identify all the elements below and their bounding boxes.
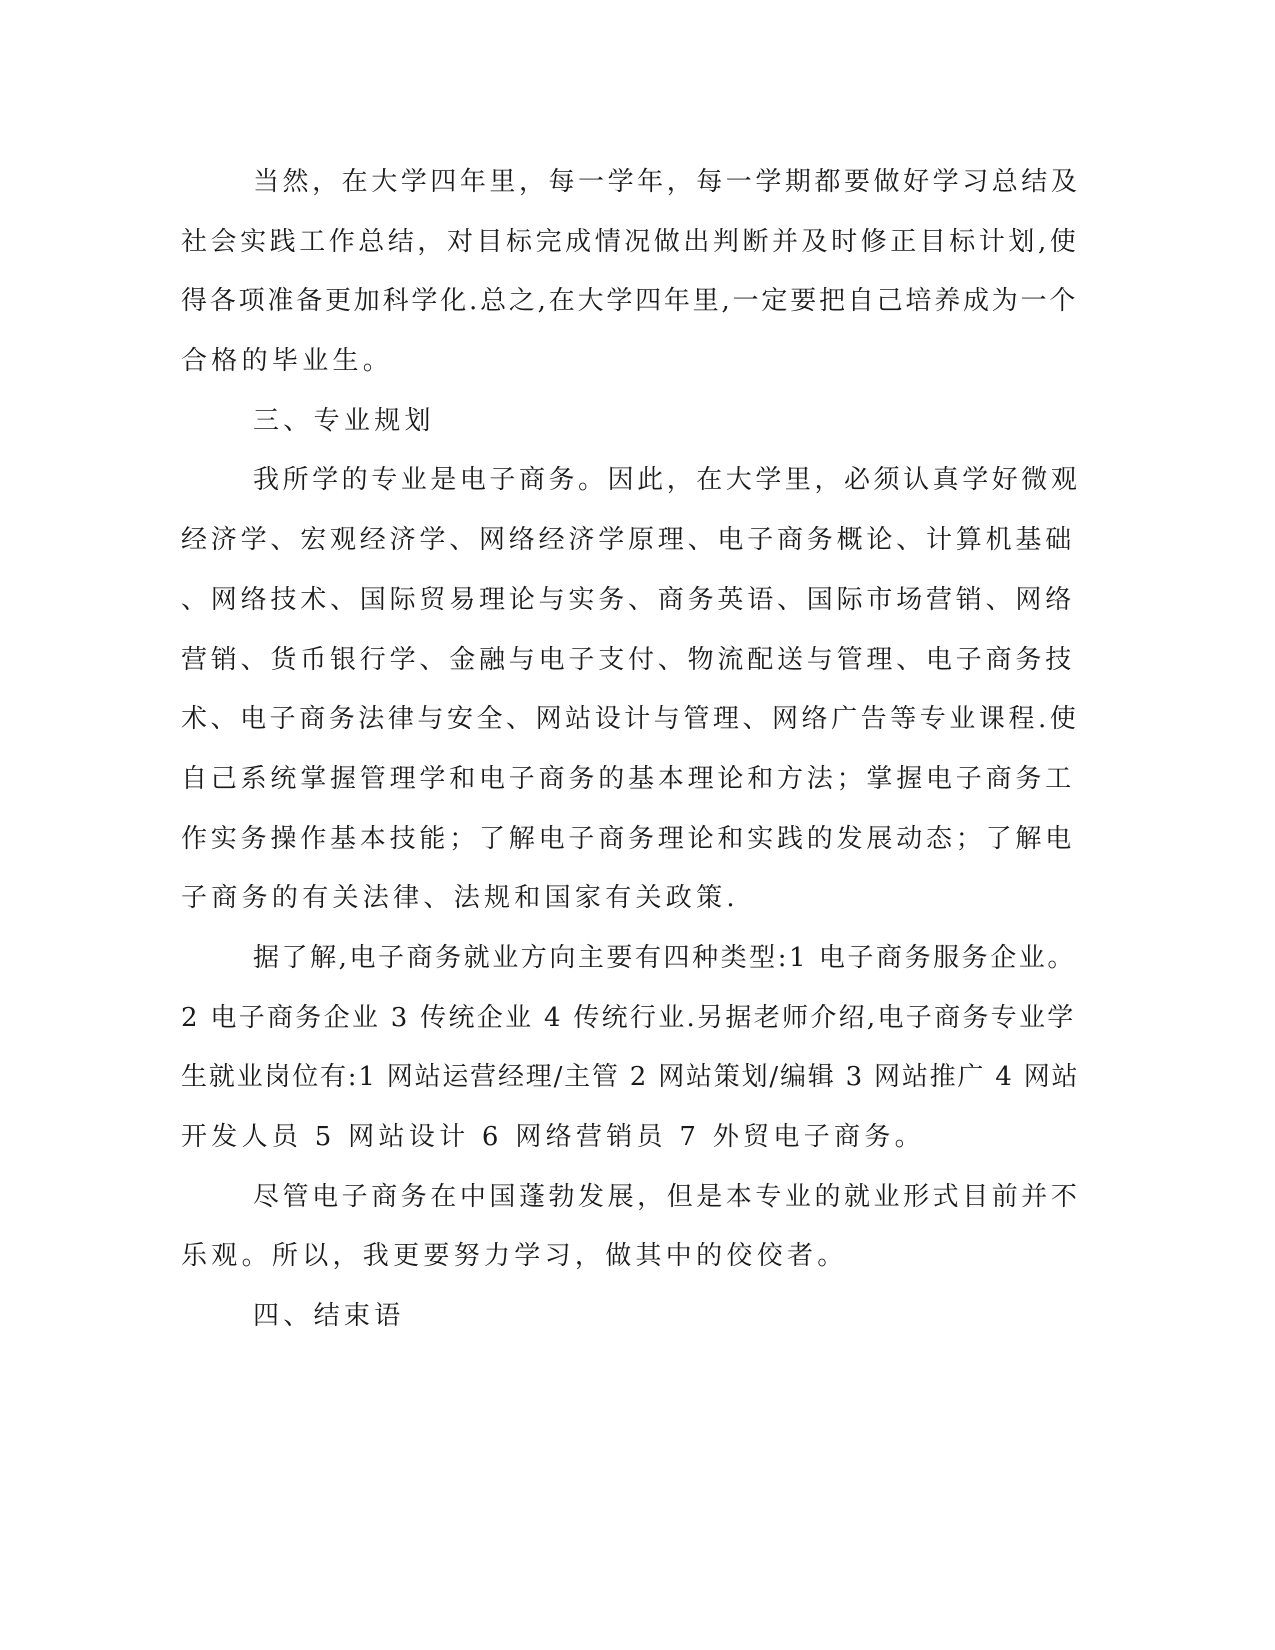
section-heading: 三、专业规划: [253, 405, 435, 436]
text-line: 、网络技术、国际贸易理论与实务、商务英语、国际市场营销、网络: [181, 584, 1076, 615]
text-line: 子商务的有关法律、法规和国家有关政策.: [181, 883, 739, 914]
text-line: 2 电子商务企业 3 传统企业 4 传统行业.另据老师介绍,电子商务专业学: [181, 1002, 1076, 1033]
text-line: 当然，在大学四年里，每一学年，每一学期都要做好学习总结及: [253, 167, 1081, 197]
text-line: 得各项准备更加科学化.总之,在大学四年里,一定要把自己培养成为一个: [181, 286, 1079, 317]
text-line: 据了解,电子商务就业方向主要有四种类型:1 电子商务服务企业。: [253, 942, 1076, 973]
text-line: 作实务操作基本技能；了解电子商务理论和实践的发展动态；了解电: [181, 823, 1076, 854]
text-line: 尽管电子商务在中国蓬勃发展，但是本专业的就业形式目前并不: [253, 1181, 1081, 1212]
section-heading: 四、结束语: [253, 1301, 405, 1332]
text-line: 合格的毕业生。: [181, 346, 394, 377]
text-line: 营销、货币银行学、金融与电子支付、物流配送与管理、电子商务技: [181, 644, 1076, 675]
text-line: 自己系统掌握管理学和电子商务的基本理论和方法；掌握电子商务工: [181, 763, 1076, 794]
text-line: 乐观。所以，我更要努力学习，做其中的佼佼者。: [181, 1241, 848, 1272]
text-line: 术、电子商务法律与安全、网站设计与管理、网络广告等专业课程.使: [181, 704, 1080, 735]
text-line: 开发人员 5 网站设计 6 网络营销员 7 外贸电子商务。: [181, 1122, 925, 1152]
text-line: 社会实践工作总结，对目标完成情况做出判断并及时修正目标计划,使: [181, 226, 1080, 257]
text-line: 我所学的专业是电子商务。因此，在大学里，必须认真学好微观: [253, 465, 1081, 496]
text-line: 经济学、宏观经济学、网络经济学原理、电子商务概论、计算机基础: [181, 525, 1076, 556]
text-line: 生就业岗位有:1 网站运营经理/主管 2 网站策划/编辑 3 网站推广 4 网站: [181, 1062, 1080, 1093]
document-body: [181, 160, 1081, 1354]
